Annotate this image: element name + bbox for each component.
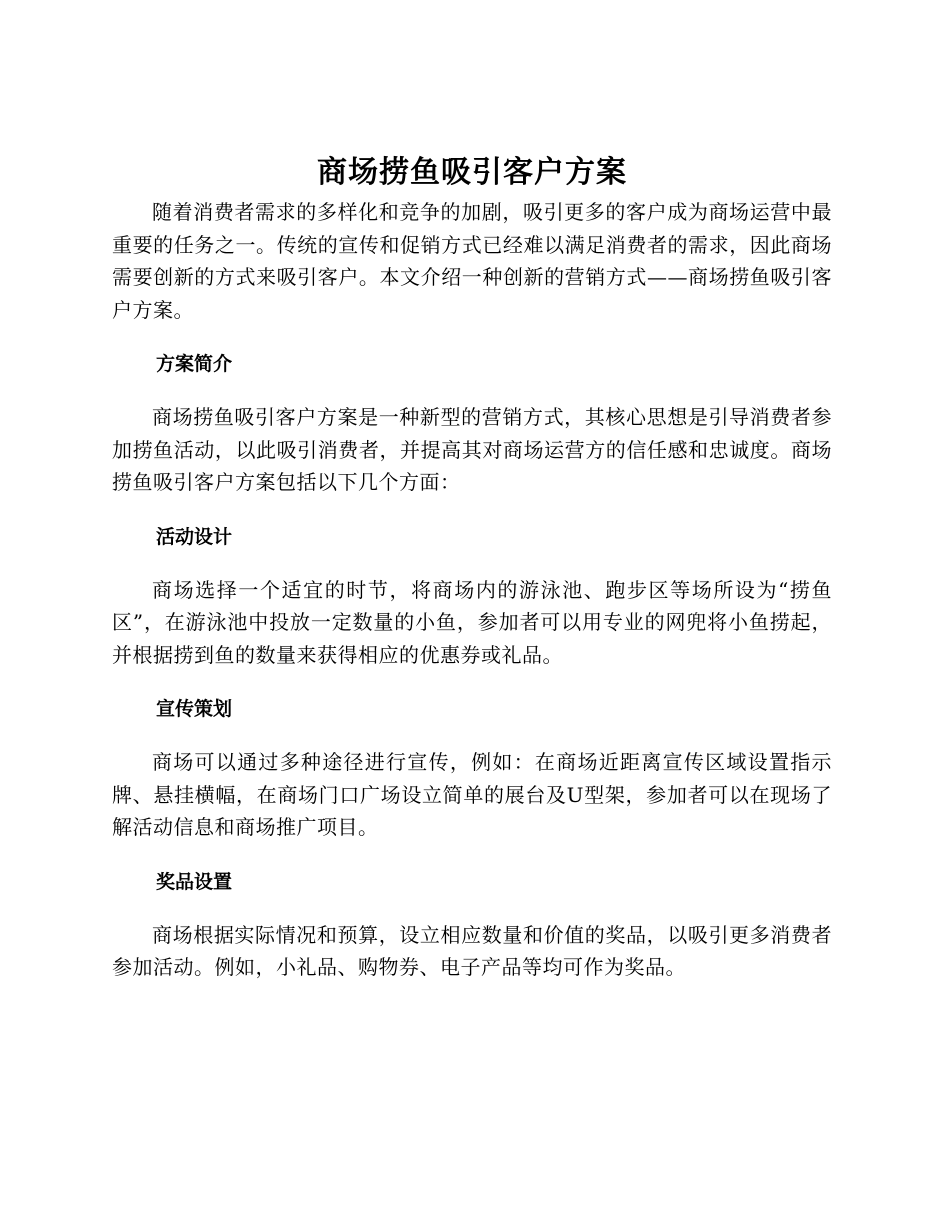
section-heading-overview: 方案简介 xyxy=(156,353,233,375)
section-body-overview: 商场捞鱼吸引客户方案是一种新型的营销方式，其核心思想是引导消费者参加捞鱼活动，以此吸引消费者，并提高其对商场运营方的信任感和忠诚度。商场捞鱼吸引客户方案包括以下几个方面： xyxy=(112,405,832,494)
section-heading-activity-design: 活动设计 xyxy=(156,525,233,548)
section-heading-promotion-planning: 宣传策划 xyxy=(156,698,233,720)
section-body-activity-design: 商场选择一个适宜的时节，将商场内的游泳池、跑步区等场所设为“捞鱼区”，在游泳池中投放一定数量的小鱼，参加者可以用专业的网兜将小鱼捞起，并根据捞到鱼的数量来获得相应的优惠券或礼品。 xyxy=(112,577,832,667)
section-body-promotion-planning: 商场可以通过多种途径进行宣传，例如：在商场近距离宣传区域设置指示牌、悬挂横幅，在商场门口广场设立简单的展台及U型架，参加者可以在现场了解活动信息和商场推广项目。 xyxy=(112,750,832,839)
intro-paragraph: 随着消费者需求的多样化和竞争的加剧，吸引更多的客户成为商场运营中最重要的任务之一。传统的宣传和促销方式已经难以满足消费者的需求，因此商场需要创新的方式来吸引客户。本文介绍一种创新的营销方式——商场捞鱼吸引客户方案。 xyxy=(112,200,832,322)
document-page xyxy=(112,150,832,984)
section-body-prize-settings: 商场根据实际情况和预算，设立相应数量和价值的奖品，以吸引更多消费者参加活动。例如，小礼品、购物券、电子产品等均可作为奖品。 xyxy=(112,922,832,979)
section-heading-prize-settings: 奖品设置 xyxy=(156,870,233,893)
document-title: 商场捞鱼吸引客户方案 xyxy=(317,155,627,190)
